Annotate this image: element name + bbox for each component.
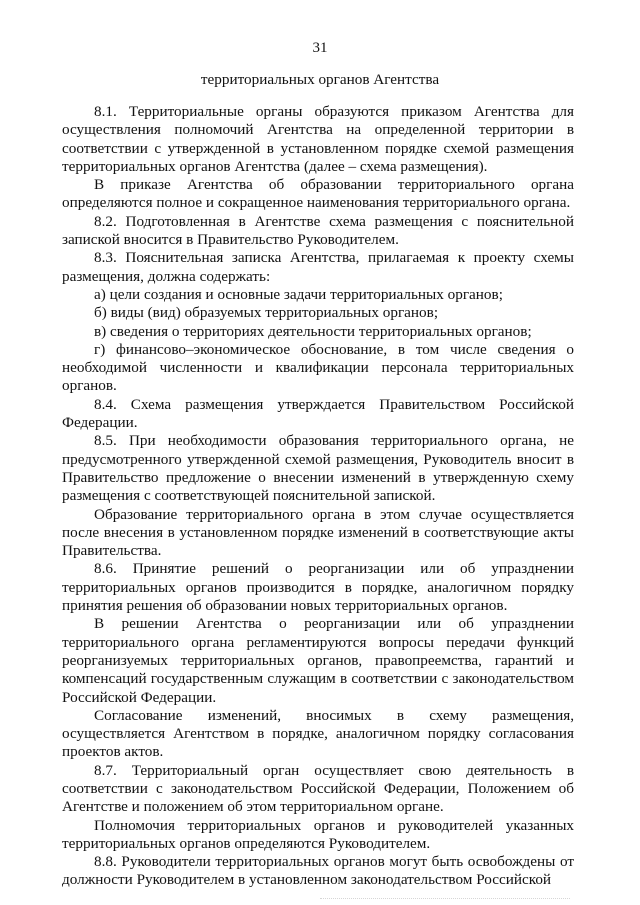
paragraph-8-5: 8.5. При необходимости образования территориального органа, не предусмотренного утвержденной схемой размещения, Руководитель вносит в Правительство предложение о внесении изменений в утвержденную схему размещения с соответствующей пояснительной запиской. (62, 432, 574, 505)
paragraph-8-6-approval: Согласование изменений, вносимых в схему размещения, осуществляется Агентством в порядке, аналогичном порядку согласования проектов актов. (62, 706, 574, 761)
paragraph-8-5-formation: Образование территориального органа в этом случае осуществляется после внесения в установленном порядке изменений в соответствующие акты Правительства. (62, 505, 574, 560)
paragraph-8-3: 8.3. Пояснительная записка Агентства, прилагаемая к проекту схемы размещения, должна содержать: (62, 249, 574, 285)
paragraph-8-7: 8.7. Территориальный орган осуществляет свою деятельность в соответствии с законодательством Российской Федерации, Положением об Агентстве и положением об этом территориальном органе. (62, 761, 574, 816)
section-heading: территориальных органов Агентства (200, 71, 440, 88)
page-number: 31 (312, 40, 328, 56)
paragraph-8-2: 8.2. Подготовленная в Агентстве схема размещения с пояснительной запиской вносится в Правительство Руководителем. (62, 212, 574, 249)
list-item-a: а) цели создания и основные задачи территориальных органов; (94, 285, 503, 303)
document-body (62, 103, 574, 890)
paragraph-8-1-order: В приказе Агентства об образовании территориального органа определяются полное и сокращенное наименования территориального органа. (62, 176, 574, 212)
paragraph-8-4: 8.4. Схема размещения утверждается Правительством Российской Федерации. (62, 395, 574, 432)
paragraph-8-7-powers: Полномочия территориальных органов и руководителей указанных территориальных органов определяются Руководителем. (62, 816, 574, 852)
paragraph-8-6: 8.6. Принятие решений о реорганизации или об упразднении территориальных органов производится в порядке, аналогичном порядку принятия решения об образовании новых территориальных органов. (62, 560, 574, 615)
list-item-b: б) виды (вид) образуемых территориальных органов; (94, 304, 439, 322)
list-item-v: в) сведения о территориях деятельности территориальных органов; (94, 322, 532, 340)
list-item-g: г) финансово–экономическое обоснование, в том числе сведения о необходимой численности и квалификации персонала территориальных органов. (62, 340, 574, 395)
paragraph-8-1: 8.1. Территориальные органы образуются приказом Агентства для осуществления полномочий Агентства на определенной территории в соответствии с утвержденной в установленном порядке схемой размещения территориальных органов Агентства (далее – схема размещения). (62, 103, 574, 175)
scan-artifact (320, 898, 570, 903)
paragraph-8-8: 8.8. Руководители территориальных органов могут быть освобождены от должности Руководителем в установленном законодательством Российской (62, 853, 574, 889)
paragraph-8-6-decision: В решении Агентства о реорганизации или об упразднении территориального органа регламентируются вопросы передачи функций реорганизуемых территориальных органов, правопреемства, гарантий и компенсаций государственным служащим в соответствии с законодательством Российской Федерации. (62, 615, 574, 706)
